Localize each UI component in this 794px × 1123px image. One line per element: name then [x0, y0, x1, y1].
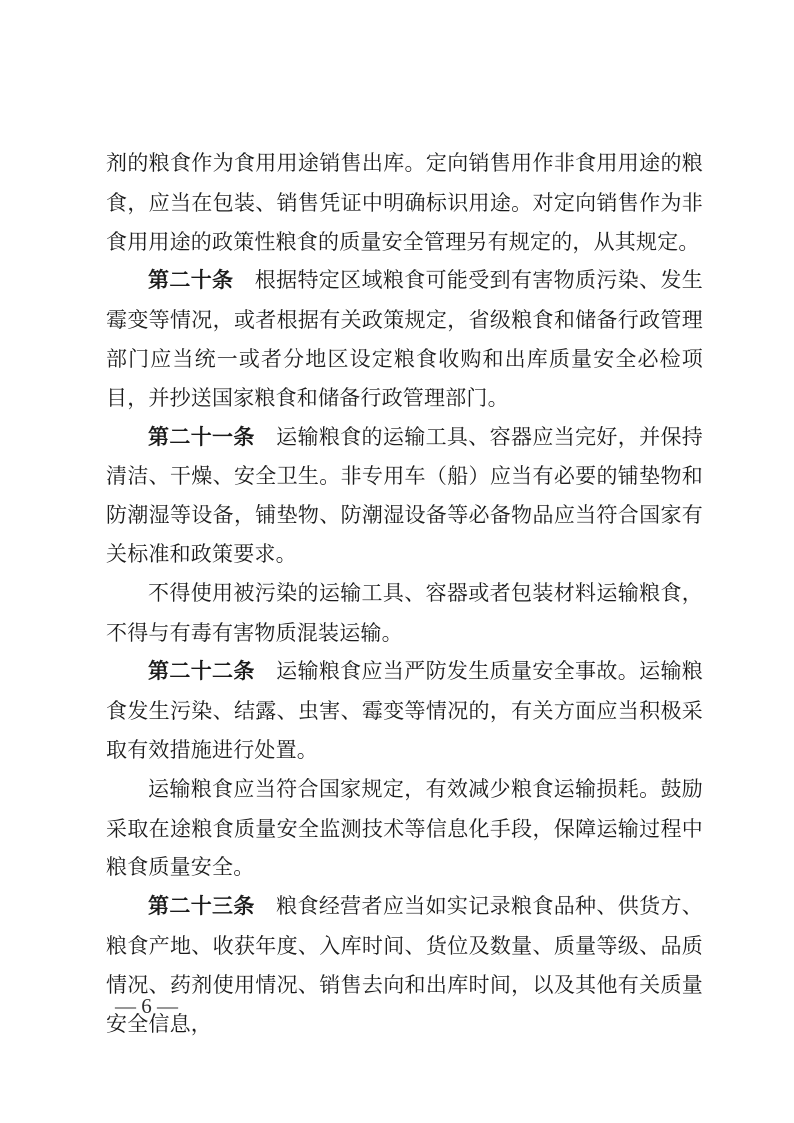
paragraph [106, 887, 703, 1043]
paragraph-text: 根据特定区域粮食可能受到有害物质污染、发生霉变等情况，或者根据有关政策规定，省级粮食和储备行政管理部门应当统一或者分地区设定粮食收购和出库质量安全必检项目，并抄送国家粮食和储备行政管理部门。 [106, 268, 703, 410]
paragraph-text: 运输粮食应当严防发生质量安全事故。运输粮食发生污染、结露、虫害、霉变等情况的，有关方面应当积极采取有效措施进行处置。 [106, 659, 704, 762]
article-number: 第二十条 [148, 269, 234, 293]
paragraph-text: 运输粮食应当符合国家规定，有效减少粮食运输损耗。鼓励采取在途粮食质量安全监测技术等信息化手段，保障运输过程中粮食质量安全。 [106, 776, 703, 880]
paragraph-text: 粮食经营者应当如实记录粮食品种、供货方、粮食产地、收获年度、入库时间、货位及数量、质量等级、品质情况、药剂使用情况、销售去向和出库时间，以及其他有关质量安全信息， [106, 894, 704, 1036]
text-content [106, 144, 703, 1043]
article-number: 第二十一条 [148, 425, 255, 449]
paragraph [106, 652, 703, 769]
paragraph [106, 144, 703, 261]
paragraph-text: 不得使用被污染的运输工具、容器或者包装材料运输粮食，不得与有毒有害物质混装运输。 [106, 580, 703, 645]
paragraph [106, 261, 703, 417]
paragraph-text: 运输粮食的运输工具、容器应当完好，并保持清洁、干燥、安全卫生。非专用车（船）应当有必要的铺垫物和防潮湿等设备，铺垫物、防潮湿设备等必备物品应当符合国家有关标准和政策要求。 [106, 424, 704, 566]
page-number: — 6 — [115, 994, 178, 1018]
paragraph [106, 574, 703, 653]
paragraph [106, 418, 703, 574]
paragraph [106, 770, 703, 887]
article-number: 第二十三条 [148, 895, 255, 919]
paragraph-text: 剂的粮食作为食用用途销售出库。定向销售用作非食用用途的粮食，应当在包装、销售凭证中明确标识用途。对定向销售作为非食用用途的政策性粮食的质量安全管理另有规定的，从其规定。 [106, 151, 703, 254]
article-number: 第二十二条 [148, 660, 255, 684]
